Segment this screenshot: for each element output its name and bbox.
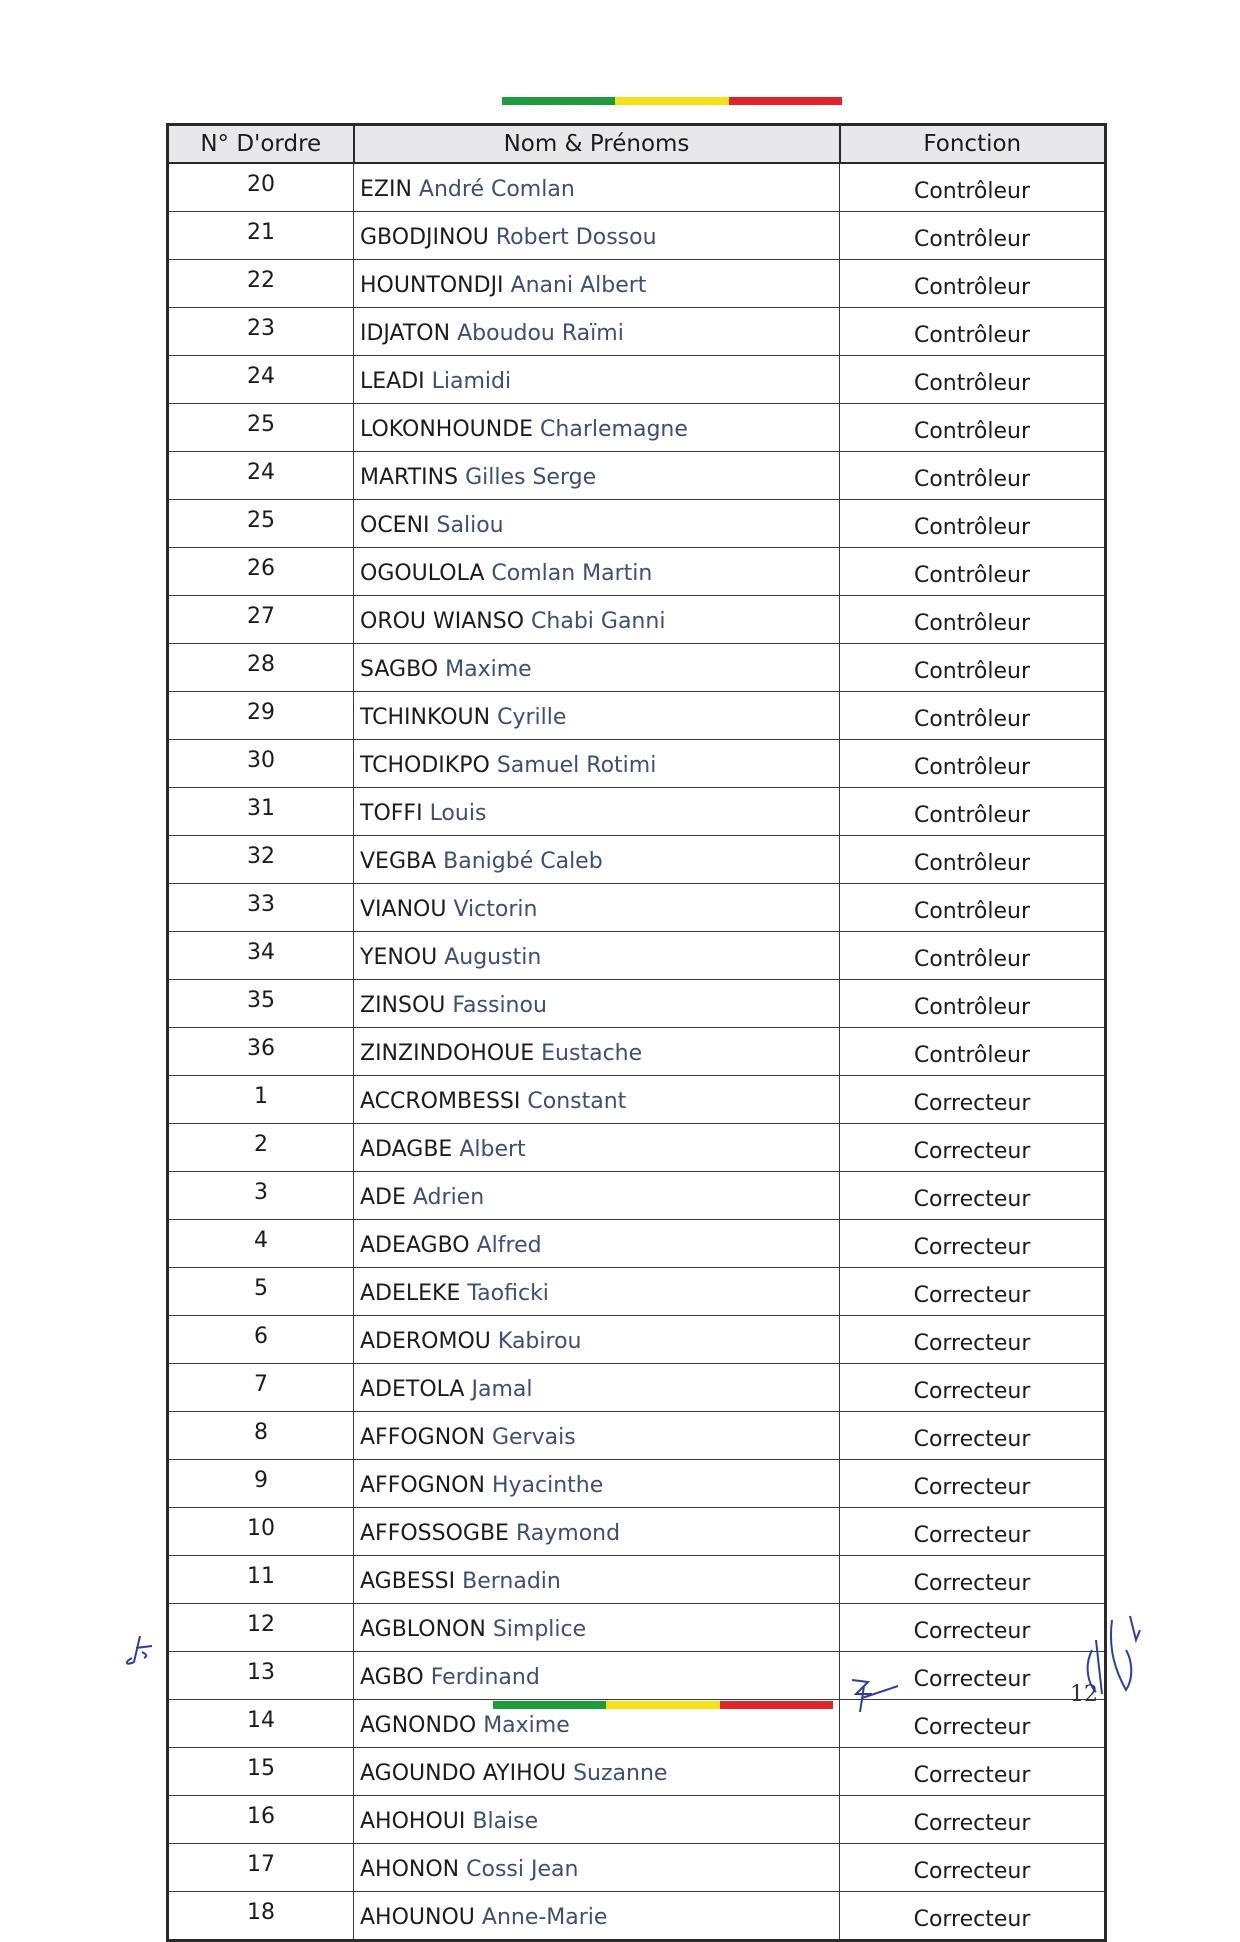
row-function: Correcteur — [840, 1412, 1106, 1460]
row-first-name: Samuel Rotimi — [496, 753, 657, 778]
table-row — [168, 356, 1106, 404]
row-function: Contrôleur — [840, 163, 1106, 212]
row-name — [354, 1268, 840, 1316]
row-name — [354, 1796, 840, 1844]
row-function: Contrôleur — [840, 692, 1106, 740]
row-first-name: Fassinou — [452, 993, 547, 1018]
row-first-name: Albert — [459, 1137, 526, 1162]
row-name — [354, 1364, 840, 1412]
row-order-number: 17 — [168, 1844, 354, 1892]
row-function: Correcteur — [840, 1220, 1106, 1268]
row-order-number: 28 — [168, 644, 354, 692]
row-last-name: LEADI — [360, 369, 425, 394]
row-name — [354, 980, 840, 1028]
row-order-number: 31 — [168, 788, 354, 836]
table-row — [168, 1604, 1106, 1652]
row-order-number: 5 — [168, 1268, 354, 1316]
row-first-name: Simplice — [492, 1617, 587, 1642]
row-function: Contrôleur — [840, 788, 1106, 836]
row-function: Correcteur — [840, 1652, 1106, 1700]
row-name — [354, 1124, 840, 1172]
row-order-number: 4 — [168, 1220, 354, 1268]
row-name — [354, 452, 840, 500]
row-last-name: TOFFI — [360, 801, 423, 826]
row-last-name: ADEROMOU — [360, 1329, 491, 1354]
table-row — [168, 1508, 1106, 1556]
row-last-name: AGBLONON — [360, 1617, 486, 1642]
table-row — [168, 452, 1106, 500]
row-name — [354, 356, 840, 404]
row-first-name: Liamidi — [431, 369, 512, 394]
row-name — [354, 1508, 840, 1556]
table-row — [168, 1268, 1106, 1316]
row-name — [354, 548, 840, 596]
row-name — [354, 1172, 840, 1220]
row-first-name: Banigbé Caleb — [443, 849, 603, 874]
row-function: Correcteur — [840, 1700, 1106, 1748]
row-first-name: Ferdinand — [430, 1665, 540, 1690]
left-initials-signature — [118, 1628, 162, 1668]
row-order-number: 16 — [168, 1796, 354, 1844]
row-first-name: Suzanne — [573, 1761, 668, 1786]
table-row — [168, 1460, 1106, 1508]
table-row — [168, 1220, 1106, 1268]
table-row — [168, 884, 1106, 932]
row-first-name: Blaise — [472, 1809, 539, 1834]
table-row — [168, 596, 1106, 644]
row-name — [354, 932, 840, 980]
row-order-number: 1 — [168, 1076, 354, 1124]
row-first-name: Jamal — [471, 1377, 533, 1402]
row-last-name: AFFOGNON — [360, 1473, 485, 1498]
row-function: Correcteur — [840, 1892, 1106, 1941]
flag-stripe-top — [502, 97, 842, 105]
row-name — [354, 884, 840, 932]
row-function: Correcteur — [840, 1172, 1106, 1220]
row-first-name: Anani Albert — [510, 273, 647, 298]
table-header-row — [168, 125, 1106, 164]
row-first-name: Taoficki — [467, 1281, 549, 1306]
table-row — [168, 1652, 1106, 1700]
row-function: Contrôleur — [840, 548, 1106, 596]
row-name — [354, 1412, 840, 1460]
table-row — [168, 932, 1106, 980]
row-last-name: AGBO — [360, 1665, 424, 1690]
flag-yellow-band — [606, 1701, 719, 1709]
row-order-number: 10 — [168, 1508, 354, 1556]
table-row — [168, 1172, 1106, 1220]
table-body — [168, 163, 1106, 1941]
row-last-name: AGNONDO — [360, 1713, 477, 1738]
row-function: Contrôleur — [840, 980, 1106, 1028]
staff-table — [166, 123, 1107, 1942]
row-order-number: 35 — [168, 980, 354, 1028]
row-order-number: 24 — [168, 356, 354, 404]
table-row — [168, 404, 1106, 452]
table-row — [168, 212, 1106, 260]
row-last-name: EZIN — [360, 177, 412, 202]
row-order-number: 3 — [168, 1172, 354, 1220]
row-name — [354, 1076, 840, 1124]
row-last-name: OCENI — [360, 513, 430, 538]
row-order-number: 29 — [168, 692, 354, 740]
table-row — [168, 1076, 1106, 1124]
row-order-number: 12 — [168, 1604, 354, 1652]
flag-stripe-bottom — [493, 1701, 833, 1709]
table-row — [168, 692, 1106, 740]
row-last-name: ADETOLA — [360, 1377, 465, 1402]
row-function: Correcteur — [840, 1460, 1106, 1508]
row-function: Correcteur — [840, 1844, 1106, 1892]
table-row — [168, 1364, 1106, 1412]
row-name — [354, 260, 840, 308]
row-order-number: 24 — [168, 452, 354, 500]
row-name — [354, 500, 840, 548]
row-function: Contrôleur — [840, 596, 1106, 644]
row-order-number: 33 — [168, 884, 354, 932]
row-function: Contrôleur — [840, 1028, 1106, 1076]
row-last-name: AHONON — [360, 1857, 460, 1882]
row-first-name: Augustin — [444, 945, 542, 970]
row-first-name: Kabirou — [497, 1329, 582, 1354]
row-last-name: AHOUNOU — [360, 1905, 475, 1930]
row-first-name: Chabi Ganni — [531, 609, 666, 634]
table-row — [168, 740, 1106, 788]
row-function: Contrôleur — [840, 356, 1106, 404]
table-row — [168, 260, 1106, 308]
row-function: Contrôleur — [840, 452, 1106, 500]
row-function: Contrôleur — [840, 212, 1106, 260]
row-first-name: Anne-Marie — [481, 1905, 608, 1930]
table-row — [168, 163, 1106, 212]
row-first-name: Maxime — [483, 1713, 570, 1738]
row-order-number: 26 — [168, 548, 354, 596]
right-initials-signature — [1082, 1610, 1150, 1700]
row-name — [354, 1028, 840, 1076]
row-first-name: Eustache — [541, 1041, 643, 1066]
table-row — [168, 980, 1106, 1028]
row-function: Correcteur — [840, 1316, 1106, 1364]
row-function: Correcteur — [840, 1604, 1106, 1652]
row-function: Correcteur — [840, 1124, 1106, 1172]
row-order-number: 2 — [168, 1124, 354, 1172]
row-order-number: 32 — [168, 836, 354, 884]
row-function: Contrôleur — [840, 260, 1106, 308]
row-order-number: 18 — [168, 1892, 354, 1941]
bottom-initials-signature — [842, 1672, 906, 1716]
flag-red-band — [720, 1701, 833, 1709]
table-row — [168, 788, 1106, 836]
flag-red-band — [729, 97, 842, 105]
header-order-number: N° D'ordre — [168, 125, 354, 164]
row-name — [354, 1220, 840, 1268]
page-number: 12 — [1070, 1682, 1098, 1707]
row-last-name: GBODJINOU — [360, 225, 489, 250]
row-name — [354, 644, 840, 692]
row-last-name: ADE — [360, 1185, 406, 1210]
row-first-name: Comlan Martin — [491, 561, 653, 586]
table-row — [168, 836, 1106, 884]
table-row — [168, 500, 1106, 548]
table-row — [168, 1412, 1106, 1460]
header-function: Fonction — [840, 125, 1106, 164]
row-first-name: Alfred — [476, 1233, 542, 1258]
row-function: Correcteur — [840, 1076, 1106, 1124]
row-order-number: 20 — [168, 163, 354, 212]
row-first-name: Cossi Jean — [466, 1857, 579, 1882]
row-function: Contrôleur — [840, 644, 1106, 692]
flag-green-band — [493, 1701, 606, 1709]
row-first-name: Adrien — [412, 1185, 485, 1210]
row-name — [354, 404, 840, 452]
row-first-name: Bernadin — [462, 1569, 561, 1594]
row-last-name: ADELEKE — [360, 1281, 461, 1306]
table-row — [168, 1124, 1106, 1172]
row-order-number: 7 — [168, 1364, 354, 1412]
row-name — [354, 596, 840, 644]
header-name: Nom & Prénoms — [354, 125, 840, 164]
row-order-number: 8 — [168, 1412, 354, 1460]
row-first-name: Louis — [429, 801, 487, 826]
row-name — [354, 692, 840, 740]
row-order-number: 15 — [168, 1748, 354, 1796]
table-row — [168, 1844, 1106, 1892]
row-order-number: 25 — [168, 404, 354, 452]
table-row — [168, 1748, 1106, 1796]
row-order-number: 13 — [168, 1652, 354, 1700]
row-last-name: IDJATON — [360, 321, 451, 346]
flag-yellow-band — [615, 97, 728, 105]
row-function: Contrôleur — [840, 932, 1106, 980]
row-order-number: 30 — [168, 740, 354, 788]
row-first-name: Charlemagne — [540, 417, 688, 442]
row-last-name: ZINSOU — [360, 993, 446, 1018]
row-last-name: MARTINS — [360, 465, 459, 490]
row-function: Correcteur — [840, 1556, 1106, 1604]
table-row — [168, 308, 1106, 356]
row-first-name: Constant — [527, 1089, 627, 1114]
table-row — [168, 548, 1106, 596]
row-name — [354, 1892, 840, 1941]
row-order-number: 36 — [168, 1028, 354, 1076]
row-function: Contrôleur — [840, 500, 1106, 548]
table-row — [168, 1316, 1106, 1364]
row-last-name: ADAGBE — [360, 1137, 453, 1162]
row-name — [354, 1460, 840, 1508]
row-name — [354, 163, 840, 212]
row-last-name: TCHODIKPO — [360, 753, 490, 778]
row-last-name: TCHINKOUN — [360, 705, 491, 730]
row-first-name: Hyacinthe — [491, 1473, 604, 1498]
row-name — [354, 212, 840, 260]
row-function: Contrôleur — [840, 308, 1106, 356]
row-last-name: HOUNTONDJI — [360, 273, 504, 298]
row-name — [354, 1844, 840, 1892]
row-last-name: AFFOSSOGBE — [360, 1521, 509, 1546]
row-last-name: YENOU — [360, 945, 438, 970]
row-first-name: André Comlan — [418, 177, 575, 202]
row-function: Correcteur — [840, 1796, 1106, 1844]
row-order-number: 23 — [168, 308, 354, 356]
row-name — [354, 788, 840, 836]
table-row — [168, 1892, 1106, 1941]
row-first-name: Raymond — [515, 1521, 621, 1546]
row-name — [354, 1316, 840, 1364]
row-first-name: Aboudou Raïmi — [457, 321, 624, 346]
row-name — [354, 1556, 840, 1604]
row-last-name: VIANOU — [360, 897, 447, 922]
row-function: Contrôleur — [840, 404, 1106, 452]
row-first-name: Robert Dossou — [495, 225, 657, 250]
table-row — [168, 1556, 1106, 1604]
row-order-number: 27 — [168, 596, 354, 644]
row-name — [354, 1604, 840, 1652]
row-last-name: AGBESSI — [360, 1569, 456, 1594]
row-order-number: 9 — [168, 1460, 354, 1508]
row-last-name: AGOUNDO AYIHOU — [360, 1761, 567, 1786]
row-order-number: 21 — [168, 212, 354, 260]
row-function: Contrôleur — [840, 740, 1106, 788]
row-last-name: VEGBA — [360, 849, 437, 874]
row-last-name: AHOHOUI — [360, 1809, 466, 1834]
row-name — [354, 740, 840, 788]
row-name — [354, 308, 840, 356]
row-first-name: Victorin — [453, 897, 538, 922]
row-last-name: ACCROMBESSI — [360, 1089, 521, 1114]
row-function: Correcteur — [840, 1364, 1106, 1412]
row-order-number: 6 — [168, 1316, 354, 1364]
row-last-name: OROU WIANSO — [360, 609, 525, 634]
row-last-name: SAGBO — [360, 657, 439, 682]
row-function: Contrôleur — [840, 836, 1106, 884]
table-row — [168, 1796, 1106, 1844]
row-first-name: Saliou — [436, 513, 504, 538]
row-order-number: 25 — [168, 500, 354, 548]
row-last-name: LOKONHOUNDE — [360, 417, 534, 442]
row-name — [354, 836, 840, 884]
row-order-number: 22 — [168, 260, 354, 308]
row-name — [354, 1652, 840, 1700]
row-first-name: Gilles Serge — [465, 465, 597, 490]
row-function: Correcteur — [840, 1748, 1106, 1796]
row-last-name: ZINZINDOHOUE — [360, 1041, 535, 1066]
row-last-name: ADEAGBO — [360, 1233, 470, 1258]
row-last-name: OGOULOLA — [360, 561, 485, 586]
row-order-number: 14 — [168, 1700, 354, 1748]
table-row — [168, 1028, 1106, 1076]
flag-green-band — [502, 97, 615, 105]
table-row — [168, 644, 1106, 692]
row-first-name: Cyrille — [497, 705, 567, 730]
row-first-name: Maxime — [445, 657, 532, 682]
row-function: Contrôleur — [840, 884, 1106, 932]
row-order-number: 34 — [168, 932, 354, 980]
row-order-number: 11 — [168, 1556, 354, 1604]
row-function: Correcteur — [840, 1268, 1106, 1316]
row-name — [354, 1748, 840, 1796]
row-last-name: AFFOGNON — [360, 1425, 485, 1450]
row-first-name: Gervais — [491, 1425, 576, 1450]
row-function: Correcteur — [840, 1508, 1106, 1556]
